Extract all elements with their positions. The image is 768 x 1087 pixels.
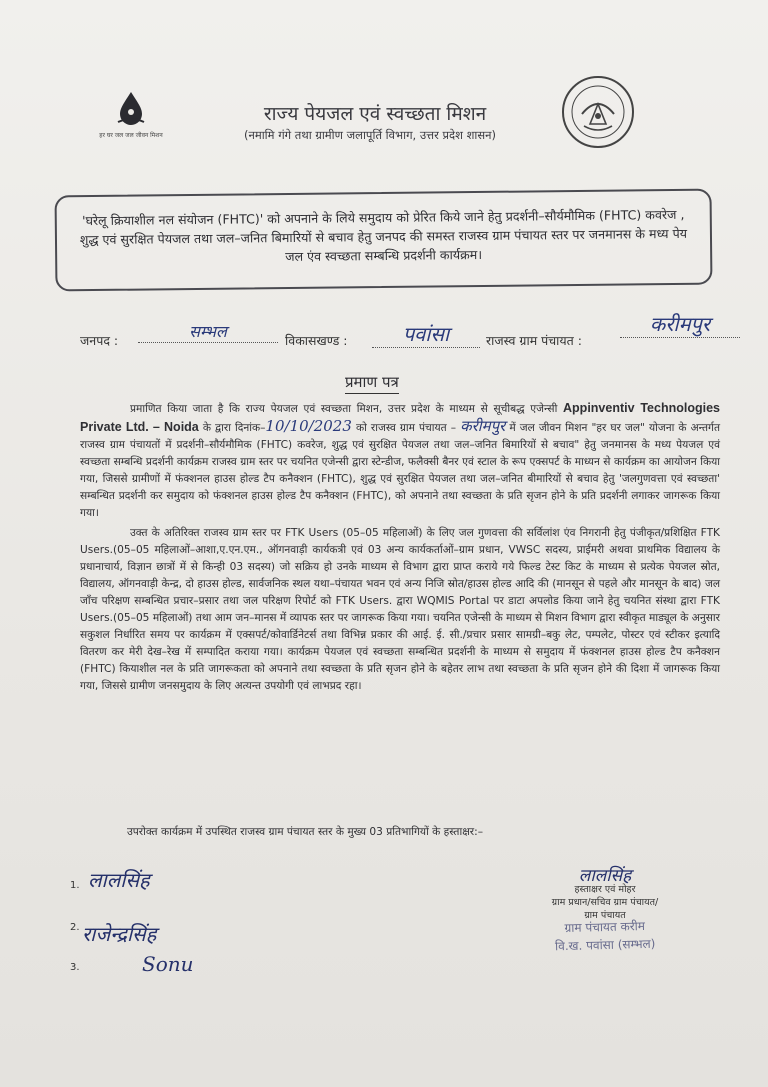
panchayat-stamp [520, 916, 691, 956]
emblem-icon [560, 74, 636, 150]
participant-signature-2: राजेन्द्रसिंह [82, 922, 157, 946]
district-label: जनपद : [80, 333, 119, 348]
participant-number-1: 1. [70, 880, 80, 891]
page-subtitle: (नमामि गंगे तथा ग्रामीण जलापूर्ति विभाग, उत्तर प्रदेश शासन) [243, 128, 497, 142]
body-text-d: में जल जीवन मिशन "हर घर जल" योजना के अन्तर्गत राजस्व ग्राम पंचायतों में प्रदर्शनी–सौर्यमौमिक (FHTC) कवरेज, शुद्ध एवं सुरक्षित पेयजल तथा जल–जनित बिमारियों से बचाव" हेतु जनमानस के मध्य पेयजल एवं स्वच्छता सम्बन्धि प्रदर्शनी कार्यक्रम राजस्व ग्राम स्तर पर चयनित एजेन्सी द्वारा स्टेन्डीज, फलैक्सी बैनर एवं स्टाल के रूप एक्सपर्ट के माध्यन से कार्यक्रम का आयोजन किया गया, जिससे ग्रामीणों में फंक्शनल हाउस होल्ड टैप कनैक्शन (FHTC), शुद्ध एवं सुरक्षित पेयजल तथा जल–जनित बीमारियों से बचाव हेतु 'जलगुणवत्ता एवं स्वच्छता' सम्बन्धित प्रदर्शनी कर समुदाय को फंक्शनल हाउस होल्ड टैप कनैक्शन (FHTC), को अपनाने तथा स्वच्छता के प्रति सृजन होने के प्रति प्रदर्शनी लगाकर जागरूक किया गया। [80, 422, 720, 519]
agency-name: Appinventiv Technologies Private Ltd. – Noida [80, 401, 720, 434]
participant-signature-3: Sonu [142, 952, 194, 976]
body-text-a: प्रमाणित किया जाता है कि राज्य पेयजल एवं स्वच्छता मिशन, उत्तर प्रदेश के माध्यम से सूचीबद्ध एजेन्सी [130, 403, 558, 415]
body-paragraph-2: उक्त के अतिरिक्त राजस्व ग्राम स्तर पर FTK Users (05–05 महिलाओं) के लिए जल गुणवत्ता की सर्विलांश एंव निगरानी हेतु पंजीकृत/प्रशिक्षित FTK Users.(05–05 महिलाओं–आशा,ए.एन.एम., ऑगनवाड़ी कार्यकत्री एवं 03 अन्य कार्यकर्ताओं–ग्राम प्रधान, VWSC सदस्य, प्राईमरी अथवा प्राथमिक विद्यालय के प्रधानाचार्य, विज्ञान छात्रों में से किन्ही 03 सदस्य) जो सक्रिय हो उनके माध्यम से विभाग द्वारा प्राप्त कराये गये फिल्ड टेस्ट किट के माध्यम से प्रत्येक पेयजल स्रोत, विद्यालय, ऑगनवाड़ी केन्द्र, दो हाउस होल्ड, सार्वजनिक स्थल यथा–पंचायत भवन एवं अन्य निजि स्रोत/हाउस होल्ड आदि की (मानसून से पहले और मानसून के बाद) जल जाँच परिक्षण सम्बन्धित प्रचार–प्रसार तथा जल परिक्षण रिपोर्ट को FTK Users. द्वारा WQMIS Portal पर डाटा अपलोड किया जाने हेतु चयनित संस्था द्वारा FTK Users.(05–05 महिलाओं) तथा आम जन–मानस में व्यापक स्तर पर जागरूक किया गया। चयनित एजेन्सी के माध्यम से मिशन विभाग द्वारा स्वीकृत माड्यूल के अनुसार सकुशल निर्धारित समय पर कार्यक्रम में एक्सपर्ट/कोवार्डिनेटर्स तथा विभिन्न प्रकार की आई. ई. सी./प्रचार प्रसार सामग्री–बकु लेट, पम्पलेट, पोस्टर एवं स्टीकर इत्यादि वितरण कर मेरी देख–रेख में सम्पादित कराया गया। कार्यक्रम पेयजल एवं स्वच्छता सम्बन्धित प्रदर्शनी के माध्यम से समुदाय में फंक्शनल हाउस होल्ड टैप कनैक्शन (FHTC) कियाशील नल के प्रति जागरूकता को अपनाने तथा स्वच्छता के प्रति सृजन होने के बहेतर लाभ तथा स्वच्छता के प्रति सृजन होने की दिशा में जागरूक किया गया, जिससे ग्रामीण जनसमुदाय के लिए अत्यन्त उपयोगी एवं लाभप्रद रहा। [80, 527, 720, 692]
signatory-line-2: ग्राम प्रधान/सचिव ग्राम पंचायत/ [551, 897, 659, 908]
signatory-line-3: ग्राम पंचायत [584, 910, 626, 921]
district-value: सम्भल [138, 320, 278, 343]
block-value: पवांसा [372, 320, 480, 348]
page-title: राज्य पेयजल एवं स्वच्छता मिशन [263, 103, 487, 125]
block-label: विकासखण्ड : [285, 333, 348, 348]
water-drop-icon [96, 86, 166, 136]
body-text-c: को राजस्व ग्राम पंचायत – [355, 422, 457, 434]
signatory-line-1: हस्ताक्षर एवं मोहर [574, 884, 636, 895]
participant-number-3: 3. [70, 962, 80, 973]
village-name: करीमपुर [460, 417, 506, 435]
certificate-body [80, 400, 720, 698]
program-banner: 'घरेलू क्रियाशील नल संयोजन (FHTC)' को अपनाने के लिये समुदाय को प्रेरित किये जाने हेतु प्रदर्शनी–सौर्यमौमिक (FHTC) कवरेज , शुद्ध एवं सुरक्षित पेयजल तथा जल–जनित बिमारियों से बचाव हेतु जनपद की समस्त राजस्व ग्राम पंचायत स्तर पर जनमानस के मध्य पेय जल एंव स्वच्छता सम्बन्धि प्रदर्शनी कार्यक्रम। [55, 189, 713, 292]
signatory-block [505, 866, 705, 922]
jal-jeevan-mission-logo [96, 86, 166, 156]
body-text-b: के द्वारा दिनांक– [202, 422, 266, 434]
body-paragraph-1 [80, 400, 720, 522]
participants-note: उपरोक्त कार्यक्रम में उपस्थित राजस्व ग्राम पंचायत स्तर के मुख्य 03 प्रतिभागियों के हस्ताक्षर:– [126, 826, 484, 838]
certificate-heading: प्रमाण पत्र [345, 372, 399, 394]
participant-signature-1: लालसिंह [88, 868, 150, 892]
logo-caption: हर घर जल जल जीवन मिशन [99, 132, 163, 139]
location-fields [80, 312, 740, 358]
program-date: 10/10/2023 [265, 417, 352, 435]
stamp-line-1: ग्राम पंचायत करीम [564, 918, 646, 936]
stamp-line-2: वि.ख. पवांसा (सम्भल) [554, 936, 656, 954]
panchayat-value: करीमपुर [620, 310, 740, 338]
participant-number-2: 2. [70, 922, 80, 933]
up-government-seal [560, 74, 636, 150]
signatory-signature: लालसिंह [578, 866, 632, 886]
panchayat-label: राजस्व ग्राम पंचायत : [486, 333, 582, 348]
